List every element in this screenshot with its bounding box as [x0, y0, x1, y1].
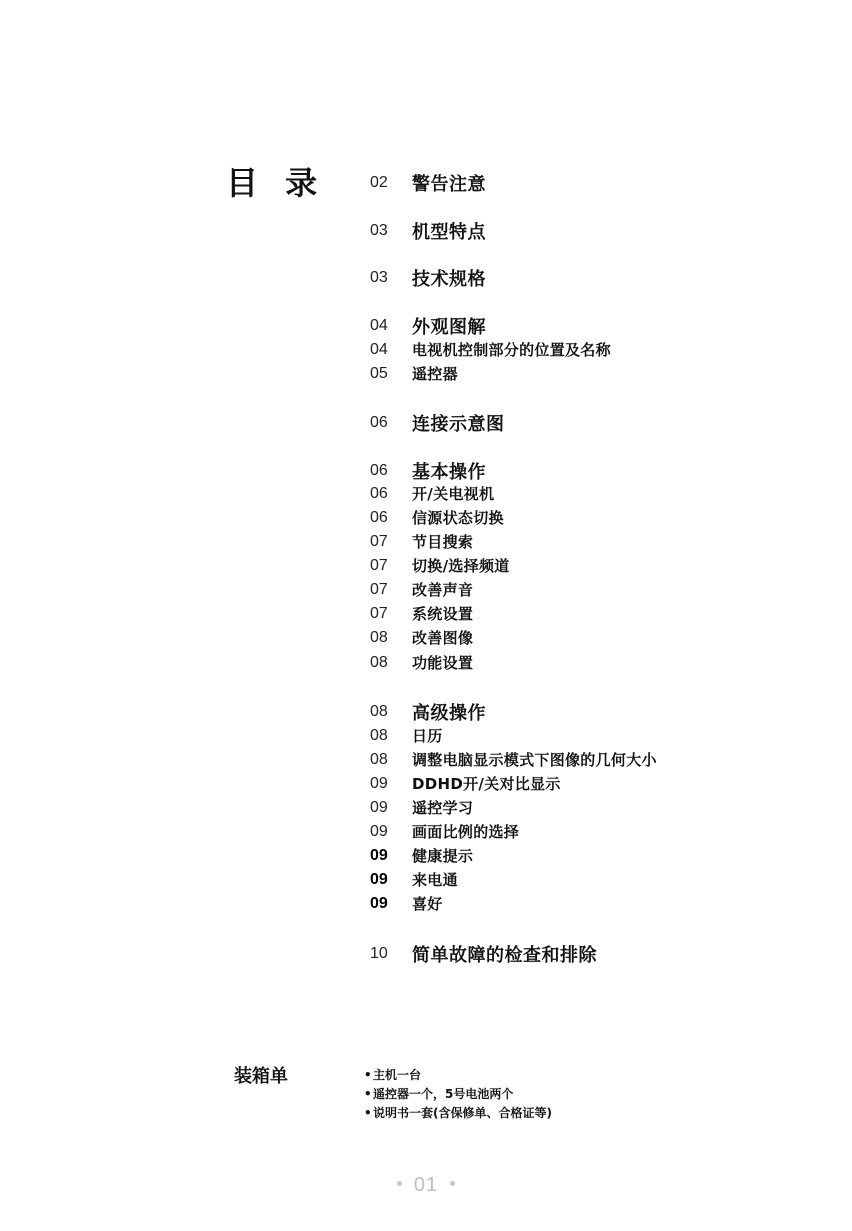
toc-page-number: 07 [370, 604, 388, 622]
toc-page-number: 09 [370, 846, 388, 864]
page-number-text: 01 [413, 1174, 439, 1196]
packing-item [364, 1085, 552, 1104]
toc-page-number: 08 [370, 653, 388, 671]
toc-page-number: 06 [370, 484, 388, 502]
toc-entry-label: 健康提示 [412, 847, 474, 865]
toc-page-number: 09 [370, 774, 388, 792]
packing-item-text: 遥控器一个，5号电池两个 [373, 1087, 514, 1101]
toc-entry-function-settings[interactable] [370, 652, 473, 673]
page-number [0, 1174, 852, 1197]
toc-page-number: 09 [370, 798, 388, 816]
toc-entry-health-tips[interactable] [370, 845, 473, 866]
toc-page-number: 09 [370, 870, 388, 888]
toc-entry-label: 喜好 [412, 895, 443, 913]
toc-entry-troubleshooting[interactable] [370, 941, 597, 967]
toc-entry-aspect-ratio[interactable] [370, 821, 519, 842]
packing-list [364, 1066, 552, 1123]
toc-entry-label: 画面比例的选择 [412, 823, 520, 841]
toc-entry-basic-operation[interactable] [370, 458, 486, 484]
toc-entry-label: 开/关电视机 [412, 485, 495, 503]
toc-list [370, 0, 810, 1000]
toc-entry-label: 简单故障的检查和排除 [412, 945, 597, 966]
packing-item-text: 说明书一套(含保修单、合格证等) [373, 1106, 552, 1120]
packing-item [364, 1104, 552, 1123]
toc-entry-favorites[interactable] [370, 893, 443, 914]
toc-entry-label: DDHD开/关对比显示 [412, 775, 561, 793]
toc-entry-label: 调整电脑显示模式下图像的几何大小 [412, 751, 657, 769]
toc-entry-appearance[interactable] [370, 313, 486, 339]
packing-item-text: 主机一台 [373, 1068, 422, 1082]
toc-page-number: 02 [370, 174, 388, 191]
dot-icon [397, 1181, 402, 1186]
toc-title: 目 录 [226, 164, 326, 202]
toc-entry-source-switch[interactable] [370, 507, 504, 528]
bullet-icon: • [364, 1106, 372, 1120]
toc-entry-power[interactable] [370, 483, 494, 504]
toc-entry-label: 外观图解 [412, 317, 486, 338]
toc-entry-label: 节目搜索 [412, 533, 474, 551]
toc-entry-ddhd[interactable] [370, 773, 561, 794]
toc-page-number: 07 [370, 532, 388, 550]
toc-entry-calendar[interactable] [370, 725, 443, 746]
toc-page-number: 08 [370, 628, 388, 646]
packing-item [364, 1066, 552, 1085]
toc-entry-connection[interactable] [370, 410, 505, 436]
bullet-icon: • [364, 1087, 372, 1101]
toc-entry-label: 技术规格 [412, 269, 486, 290]
toc-page-number: 06 [370, 414, 388, 431]
toc-entry-specifications[interactable] [370, 265, 486, 291]
toc-entry-tv-controls[interactable] [370, 339, 611, 360]
toc-page-number: 08 [370, 703, 388, 720]
packing-list-title: 装箱单 [234, 1066, 288, 1087]
toc-entry-remote-learning[interactable] [370, 797, 473, 818]
toc-entry-system-settings[interactable] [370, 603, 473, 624]
toc-page-number: 07 [370, 580, 388, 598]
toc-page-number: 09 [370, 894, 388, 912]
toc-entry-caller-id[interactable] [370, 869, 458, 890]
toc-entry-label: 机型特点 [412, 222, 486, 243]
toc-entry-advanced-operation[interactable] [370, 699, 486, 725]
toc-entry-label: 基本操作 [412, 462, 486, 483]
toc-entry-label: 来电通 [412, 871, 458, 889]
toc-page-number: 03 [370, 269, 388, 286]
toc-entry-label: 改善图像 [412, 629, 474, 647]
toc-page-number: 06 [370, 462, 388, 479]
toc-entry-label: 改善声音 [412, 581, 474, 599]
toc-entry-sound[interactable] [370, 579, 473, 600]
toc-page-number: 10 [370, 945, 388, 962]
toc-entry-model-features[interactable] [370, 218, 486, 244]
toc-entry-label: 警告注意 [412, 174, 486, 195]
toc-entry-label: 连接示意图 [412, 414, 505, 435]
dot-icon [450, 1181, 455, 1186]
toc-page-number: 03 [370, 222, 388, 239]
toc-page-number: 05 [370, 364, 388, 382]
toc-page-number: 09 [370, 822, 388, 840]
toc-entry-program-search[interactable] [370, 531, 473, 552]
toc-entry-label: 电视机控制部分的位置及名称 [412, 341, 611, 359]
toc-entry-remote[interactable] [370, 363, 458, 384]
toc-page-number: 07 [370, 556, 388, 574]
toc-entry-label: 系统设置 [412, 605, 474, 623]
toc-entry-channel-select[interactable] [370, 555, 510, 576]
bullet-icon: • [364, 1068, 372, 1082]
toc-entry-label: 遥控器 [412, 365, 458, 383]
toc-entry-warnings[interactable] [370, 170, 486, 196]
toc-page-number: 04 [370, 340, 388, 358]
toc-entry-label: 切换/选择频道 [412, 557, 510, 575]
toc-page-number: 08 [370, 726, 388, 744]
toc-entry-label: 高级操作 [412, 703, 486, 724]
toc-entry-label: 遥控学习 [412, 799, 474, 817]
toc-entry-picture[interactable] [370, 627, 473, 648]
toc-entry-label: 功能设置 [412, 654, 474, 672]
toc-entry-label: 日历 [412, 727, 443, 745]
toc-page-number: 08 [370, 750, 388, 768]
toc-entry-label: 信源状态切换 [412, 509, 504, 527]
toc-page-number: 06 [370, 508, 388, 526]
toc-entry-pc-geometry[interactable] [370, 749, 657, 770]
toc-page-number: 04 [370, 317, 388, 334]
